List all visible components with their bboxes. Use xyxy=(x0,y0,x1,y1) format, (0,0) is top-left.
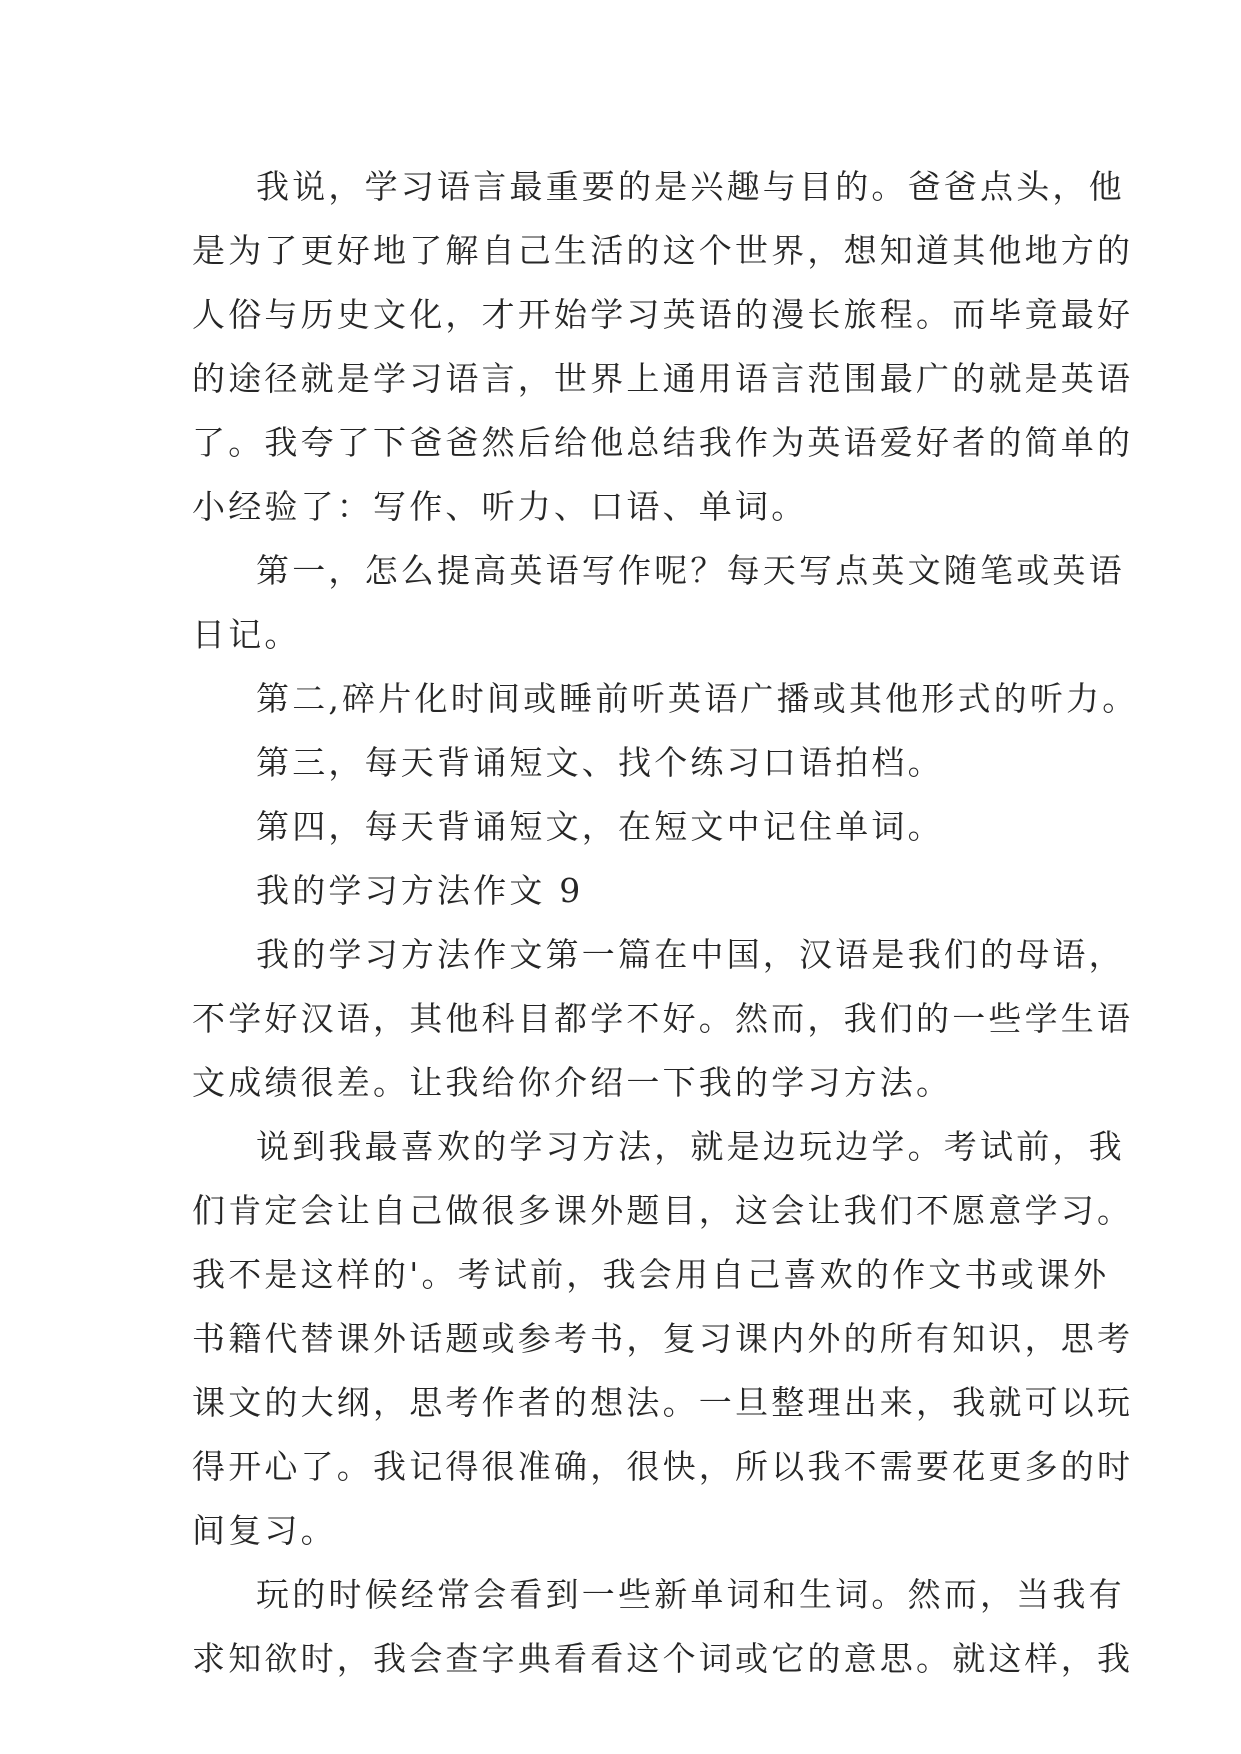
text-line: 书籍代替课外话题或参考书，复习课内外的所有知识，思考 xyxy=(192,1319,1134,1358)
text-line: 间复习。 xyxy=(192,1511,337,1550)
text-line: 第一，怎么提高英语写作呢？每天写点英文随笔或英语 xyxy=(256,551,1125,590)
paragraph xyxy=(192,731,1092,795)
text-line: 玩的时候经常会看到一些新单词和生词。然而，当我有 xyxy=(256,1575,1125,1614)
text-line: 了。我夸了下爸爸然后给他总结我作为英语爱好者的简单的 xyxy=(192,423,1134,462)
section-heading xyxy=(192,859,1092,923)
text-line: 说到我最喜欢的学习方法，就是边玩边学。考试前，我 xyxy=(256,1127,1125,1166)
text-line: 人俗与历史文化，才开始学习英语的漫长旅程。而毕竟最好 xyxy=(192,295,1134,334)
paragraph xyxy=(192,923,1134,1115)
text-line: 我的学习方法作文 9 xyxy=(256,871,584,910)
paragraph xyxy=(192,1115,1134,1563)
text-line: 第二,碎片化时间或睡前听英语广播或其他形式的听力。 xyxy=(256,679,1139,718)
text-line: 我不是这样的'。考试前，我会用自己喜欢的作文书或课外 xyxy=(192,1255,1110,1294)
text-line: 课文的大纲，思考作者的想法。一旦整理出来，我就可以玩 xyxy=(192,1383,1134,1422)
text-line: 日记。 xyxy=(192,615,301,654)
paragraph xyxy=(192,1563,1134,1691)
text-line: 第三，每天背诵短文、找个练习口语拍档。 xyxy=(256,743,944,782)
paragraph xyxy=(192,795,1092,859)
text-line: 们肯定会让自己做很多课外题目，这会让我们不愿意学习。 xyxy=(192,1191,1134,1230)
paragraph xyxy=(192,155,1134,539)
text-line: 小经验了：写作、听力、口语、单词。 xyxy=(192,487,808,526)
paragraph xyxy=(192,539,1125,667)
text-line: 求知欲时，我会查字典看看这个词或它的意思。就这样，我 xyxy=(192,1639,1134,1678)
text-line: 是为了更好地了解自己生活的这个世界，想知道其他地方的 xyxy=(192,231,1134,270)
document-body xyxy=(192,155,1139,1691)
text-line: 文成绩很差。让我给你介绍一下我的学习方法。 xyxy=(192,1063,953,1102)
text-line: 我说，学习语言最重要的是兴趣与目的。爸爸点头，他 xyxy=(256,167,1125,206)
text-line: 不学好汉语，其他科目都学不好。然而，我们的一些学生语 xyxy=(192,999,1134,1038)
text-line: 得开心了。我记得很准确，很快，所以我不需要花更多的时 xyxy=(192,1447,1134,1486)
text-line: 的途径就是学习语言，世界上通用语言范围最广的就是英语 xyxy=(192,359,1134,398)
paragraph xyxy=(192,667,1139,731)
text-line: 第四，每天背诵短文，在短文中记住单词。 xyxy=(256,807,944,846)
text-line: 我的学习方法作文第一篇在中国，汉语是我们的母语， xyxy=(256,935,1125,974)
